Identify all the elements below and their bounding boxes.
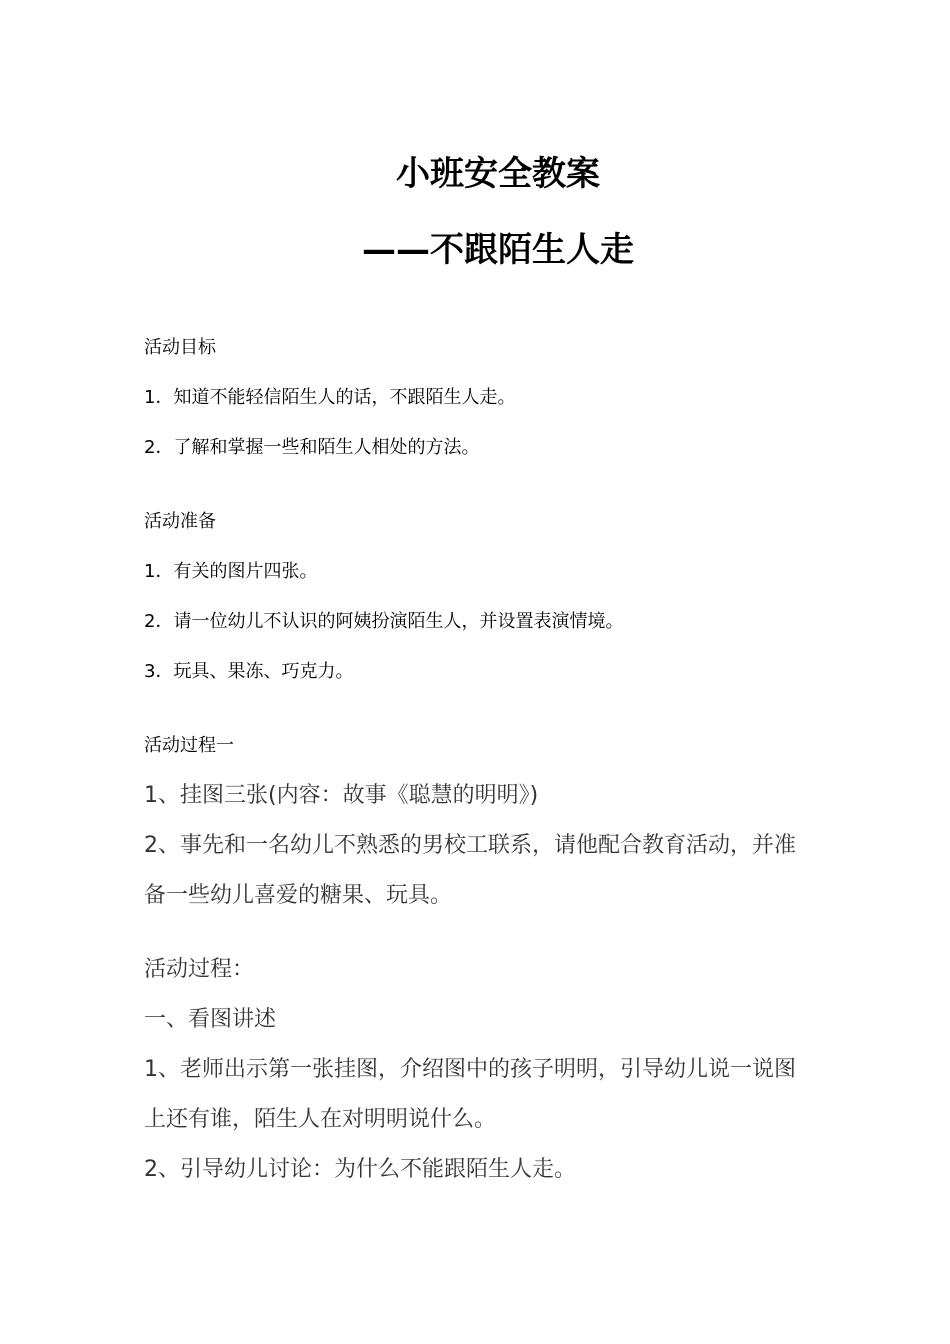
goal-item: 1．知道不能轻信陌生人的话，不跟陌生人走。 bbox=[144, 387, 516, 408]
process-item: 1、老师出示第一张挂图，介绍图中的孩子明明，引导幼儿说一说图 bbox=[144, 1057, 796, 1082]
process-one-item-continued: 备一些幼儿喜爱的糖果、玩具。 bbox=[144, 883, 453, 908]
goal-item: 2．了解和掌握一些和陌生人相处的方法。 bbox=[144, 437, 480, 458]
section-heading-process: 活动过程： bbox=[144, 957, 255, 982]
preparation-item: 2．请一位幼儿不认识的阿姨扮演陌生人，并设置表演情境。 bbox=[144, 611, 624, 632]
preparation-item: 3．玩具、果冻、巧克力。 bbox=[144, 661, 354, 682]
section-heading-goals: 活动目标 bbox=[144, 337, 216, 358]
section-heading-process-one: 活动过程一 bbox=[144, 735, 234, 756]
process-one-item: 2、事先和一名幼儿不熟悉的男校工联系，请他配合教育活动，并准 bbox=[144, 833, 796, 858]
process-one-item: 1、挂图三张(内容：故事《聪慧的明明》) bbox=[144, 783, 539, 808]
process-item-continued: 上还有谁，陌生人在对明明说什么。 bbox=[144, 1107, 497, 1132]
document-subtitle: ——不跟陌生人走 bbox=[362, 230, 634, 270]
document-title: 小班安全教案 bbox=[396, 154, 600, 194]
preparation-item: 1．有关的图片四张。 bbox=[144, 561, 318, 582]
process-item: 2、引导幼儿讨论：为什么不能跟陌生人走。 bbox=[144, 1157, 576, 1182]
section-heading-preparation: 活动准备 bbox=[144, 511, 216, 532]
process-subheading: 一、看图讲述 bbox=[144, 1007, 277, 1032]
